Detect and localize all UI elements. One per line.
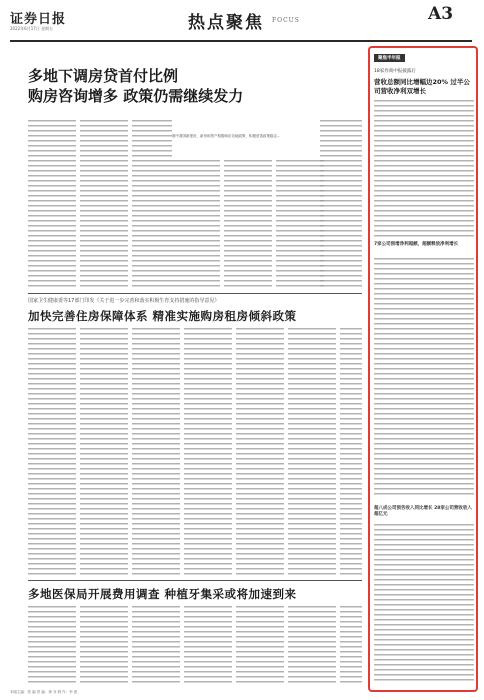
lead-body-col4: [172, 160, 220, 290]
lead-body-col7: [320, 120, 362, 290]
story3-body-col4: [184, 606, 232, 686]
story3-body-col3: [132, 606, 180, 686]
sidebar-body-1: [374, 100, 474, 238]
sidebar-kicker: 18家券商中报披露后: [374, 69, 416, 74]
story2-body-col1: [28, 328, 76, 578]
story3-headline[interactable]: 多地医保局开展费用调查 种植牙集采或将加速到来: [28, 587, 297, 601]
story3-body-col5: [236, 606, 284, 686]
newspaper-logo: 证券日报: [10, 12, 67, 27]
sidebar-body-3: [374, 524, 474, 684]
dateline: 2022年6月17日 星期五: [10, 26, 54, 31]
section-title-en: FOCUS: [272, 17, 300, 24]
lead-body-col5: [224, 160, 272, 290]
lead-headline[interactable]: [28, 66, 318, 106]
story3-body-col1: [28, 606, 76, 686]
lead-body-col2: [80, 120, 128, 290]
lead-body-col3: [132, 120, 172, 290]
story2-body-col3: [132, 328, 180, 578]
story2-headline[interactable]: 加快完善住房保障体系 精准实施购房租房倾斜政策: [28, 309, 297, 323]
sidebar-body-2: [374, 258, 474, 498]
story2-kicker: 国家卫生健康委等17部门印发《关于进一步完善和落实积极生育支持措施的指导意见》: [28, 298, 220, 304]
story2-body-col4: [184, 328, 232, 578]
section-title: 热点聚焦: [188, 13, 264, 33]
story2-body-col7: [340, 328, 362, 578]
lead-body-col6: [276, 160, 324, 290]
story3-body-col2: [80, 606, 128, 686]
story3-body-col7: [340, 606, 362, 686]
section-divider-2: [28, 580, 362, 581]
story2-body-col2: [80, 328, 128, 578]
lead-body-col1: [28, 120, 76, 290]
sidebar-headline: 营收总额同比增幅边20% 过半公司营收净利双增长: [374, 78, 470, 95]
section-divider: [28, 293, 362, 294]
masthead-rule: [10, 40, 472, 42]
highlighted-sidebar-article[interactable]: [368, 46, 478, 692]
sidebar-subhead-1: 7家公司预增净利超额，超额释放净利增长: [374, 242, 474, 248]
page-number: A3: [428, 4, 454, 24]
masthead: [0, 0, 484, 44]
lead-headline-line2: 购房咨询增多 政策仍需继续发力: [28, 87, 244, 105]
story3-body-col6: [288, 606, 336, 686]
lead-headline-line1: 多地下调房贷首付比例: [28, 67, 179, 85]
sidebar-tag: 聚焦半年报: [374, 54, 405, 62]
sidebar-subhead-2: 超八成公司预告收入同比增长 28家公司营收收入超亿元: [374, 506, 474, 518]
story2-body-col6: [288, 328, 336, 578]
page-footer: 本版主编：张 编 责 编：徐 乔 制 作：李 波: [10, 690, 78, 694]
story2-body-col5: [236, 328, 284, 578]
photo-caption: 图中我国新建房，新房和资产积极响应各地政策，积极营造政策稳定…: [172, 134, 281, 138]
